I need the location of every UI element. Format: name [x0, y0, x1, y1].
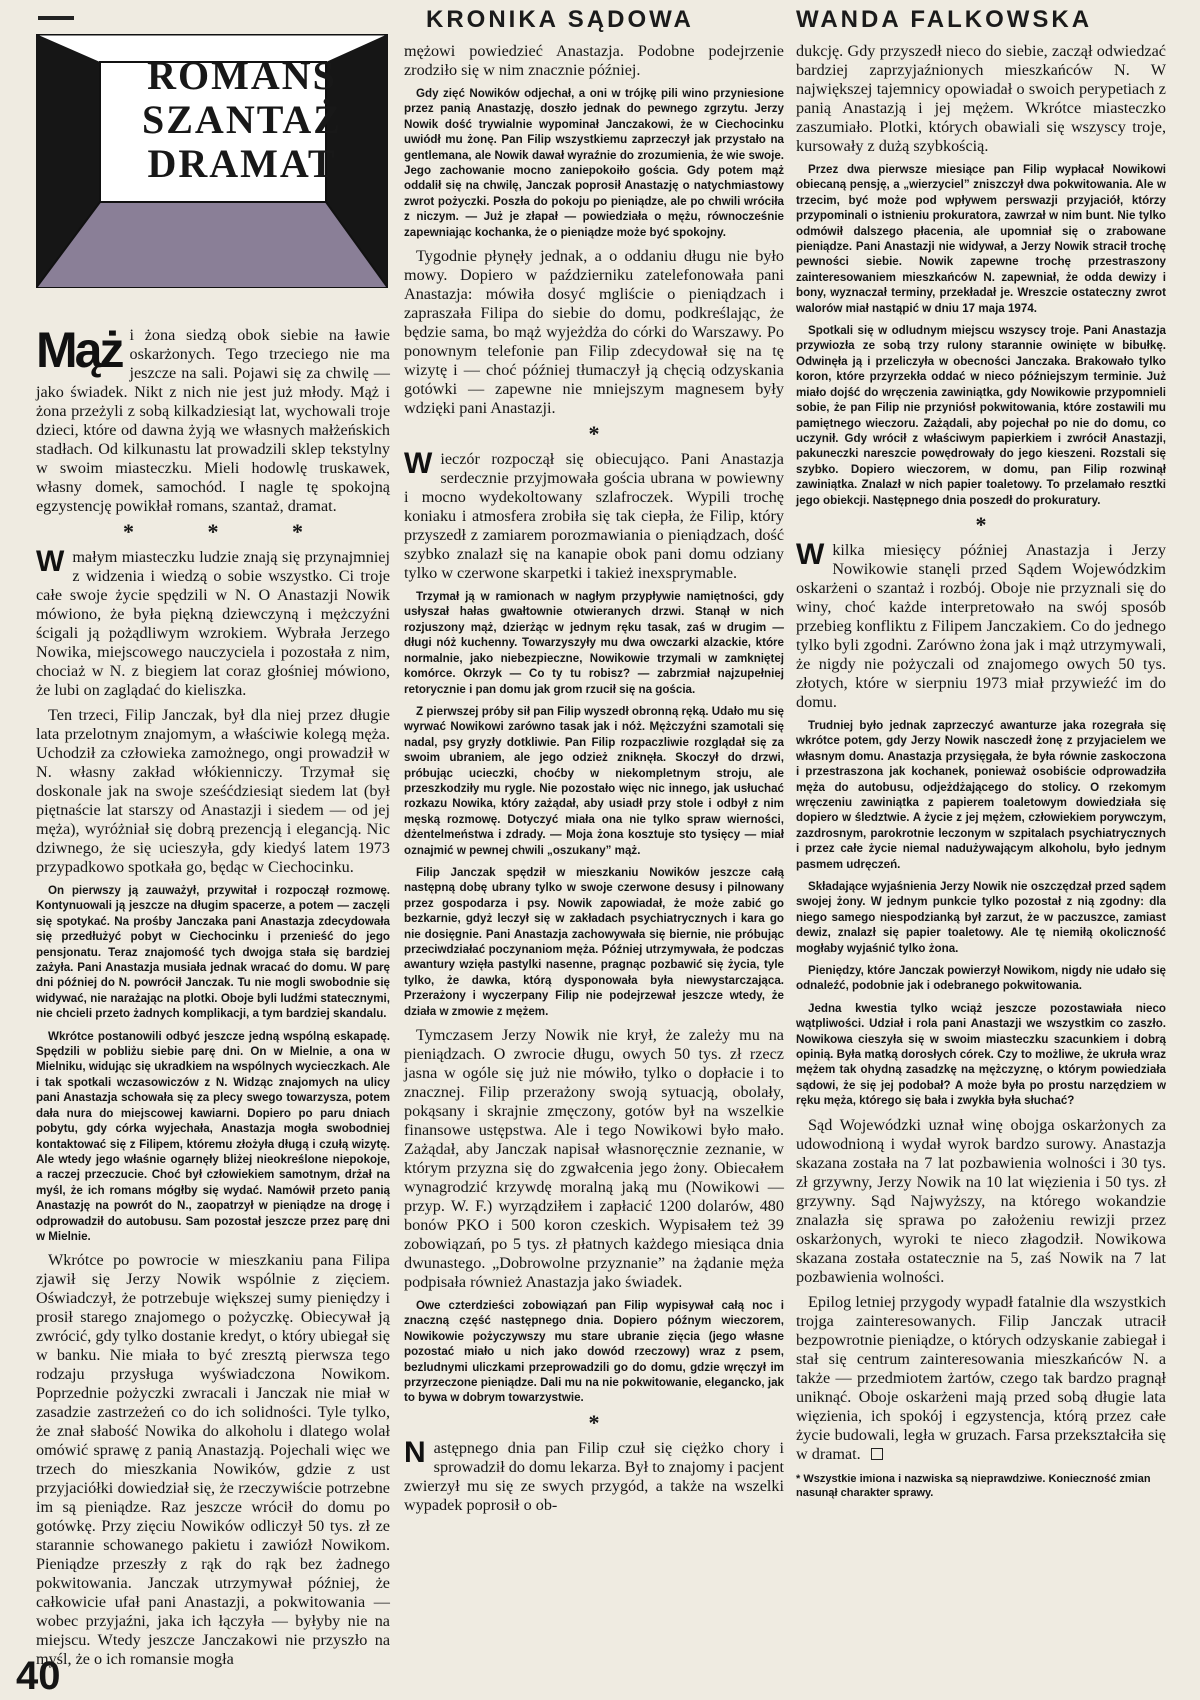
lead-paragraph [36, 322, 390, 516]
section-separator: * [588, 1409, 600, 1435]
paragraph-small: On pierwszy ją zauważył, przywitał i rozpoczął rozmowę. Kontynuowali ją jeszcze na długim spacerze, a potem — zaczęli się spotykać. Na prośby Janczaka pani Anastazja zdecydowała się przedłużyć pobyt w Ciechocinku i przenieść do jego pensjonatu. Teraz znajomość tych dwojga stała się bardziej zażyła. Pani Anastazja musiała jednak wracać do domu. W parę dni później do N. powrócił Janczak. Tu nie mogli swobodnie się widywać, nie narażając na plotki. Oboje byli ludźmi statecznymi, nie chcieli przeto żadnych komplikacji, a tym bardziej skandalu. [36, 884, 390, 1021]
paragraph: Wkrótce po powrocie w mieszkaniu pana Filipa zjawił się Jerzy Nowik wspólnie z zięciem. Oświadczył, że potrzebuje większej sumy pieniędzy i prosił starego znajomego o pożyczkę. Obiecywał ją zwrócić, gdy tylko dostanie kredyt, o który ubiegał się w banku. Nie miała to być zresztą pierwsza tego rodzaju przysługa wyświadczona Nowikom. Poprzednie pożyczki zwracali i Janczak nie miał w zasadzie zastrzeżeń co do ich solidności. Tyle tylko, że znał słabość Nowika do alkoholu i dlatego wolał omówić sprawę z panią Anastazją. Pojechali więc we trzech do mieszkania Nowików, gdzie z ust przyjaciółki dowiedział się, że rzeczywiście potrzebne im są pieniądze. Raz jeszcze wrócił do domu po gotówkę. Przy zięciu Nowików odliczył 50 tys. zł ze starannie schowanego pakietu i zawiózł Nowikom. Pieniądze przeszły z rąk do rąk bez żadnego pokwitowania. Janczak utrzymywał później, że całkowicie ufał pani Anastazji, a pokwitowania — wobec przyjaźni, jaka ich łączyła — byłyby nie na miejscu. Wtedy jeszcze Janczakowi nie przyszło na myśl, że o ich romansie mogła [36, 1251, 390, 1669]
paragraph-dropcap: W [36, 545, 65, 578]
paragraph: dukcję. Gdy przyszedł nieco do siebie, zaczął odwiedzać bardziej zaprzyjaźnionych mieszkańców N. W największej tajemnicy opowiadał o swoich perypetiach z panią Anastazją i jej mężem. Wkrótce miasteczko zaszumiało. Plotki, których obawiali się wszyscy troje, kursowały z dużą szybkością. [796, 42, 1166, 155]
paragraph-small: Pieniędzy, które Janczak powierzył Nowikom, nigdy nie udało się odnaleźć, podobnie jak i odebranego pokwitowania. [796, 964, 1166, 993]
column-3 [796, 42, 1166, 1500]
lead-text: i żona siedzą obok siebie na ławie oskarżonych. Tego trzeciego nie ma jeszcze na sali. Pojawi się za chwilę — jako świadek. Nikt z nich nie jest już młody. Mąż i żona przeżyli z sobą kilkadziesiąt lat, wychowali troje dzieci, które od dawna żyją we własnych małżeńskich stadłach. Od kilkunastu lat prowadzili sklep tekstylny w swoim miasteczku. Mieli hodowlę truskawek, własny domek, samochód. I nagle tę spokojną egzystencję powikłał romans, szantaż, dramat. [36, 326, 390, 515]
header-mark [38, 16, 74, 20]
paragraph-small: Trzymał ją w ramionach w nagłym przypływie namiętności, gdy usłyszał hałas gwałtownie otwieranych drzwi. Stanął w nich rozjuszony mąż, dzierżąc w jednym ręku tasak, zaś w drugim — długi nóż kuchenny. Towarzyszyły mu dwa owczarki alzackie, które normalnie, jako niebezpieczne, Nowikowie trzymali w zamkniętej komórce. Okrzyk — Co ty tu robisz? — zabrzmiał najzupełniej retorycznie i pan domu jak grom rzucił się na gościa. [404, 590, 784, 696]
paragraph-small: Przez dwa pierwsze miesiące pan Filip wypłacał Nowikowi obiecaną pensję, a „wierzyciel” zniszczył dwa pokwitowania. Ale w trzecim, być może pod wpływem perswazji przyjaciół, którzy przypominali o istnieniu prokuratora, zawrzał w nim bunt. Nie tylko odmówił dalszego płacenia, ale upomniał się o zrabowane pieniądze. Pani Anastazji nie widywał, a Jerzy Nowik stracił trochę pewności siebie. Nowik zapewne trochę przestraszony zainteresowaniem mieszkańców N. zapewniał, że odda dewizy i bony, wyznaczał terminy, przekładał je. Wreszcie ostateczny zwrot walorów miał nastąpić w dniu 17 maja 1974. [796, 163, 1166, 315]
paragraph: Sąd Wojewódzki uznał winę obojga oskarżonych za udowodnioną i wydał wyrok bardzo surowy. Anastazja skazana została na 7 lat pozbawienia wolności i 30 tys. zł grzywny, Jerzy Nowik na 10 lat więzienia i 50 tys. zł grzywny. Sąd Najwyższy, na którego wokandzie znalazła się sprawa po założeniu rewizji przez oskarżonych, wyroki te nieco złagodził. Nowikowa skazana została ostatecznie na 5, zaś Nowik na 7 lat pozbawienia wolności. [796, 1115, 1166, 1286]
footnote: * Wszystkie imiona i nazwiska są nieprawdziwe. Konieczność zmian nasunął charakter sprawy. [796, 1472, 1151, 1499]
paragraph-small: Spotkali się w odludnym miejscu wszyscy troje. Pani Anastazja przywiozła ze sobą trzy rulony starannie owinięte w bibułkę. Odwinęła ją i przeliczyła w obecności Janczaka. Brakowało tylko koron, które przyrzekła oddać w nieco późniejszym terminie. Już miało dojść do wręczenia zawiniątka, gdy Nowikowie przypomnieli sobie, że pan Filip nie przyniósł pokwitowania, które zostawili mu pamiętnego wieczoru. Zażądali, aby pojechał po nie do domu, co uczynił. Gdy wrócił z właściwym papierkiem i zwrócił Anastazji, pakuneczki nareszcie powędrowały do jego kieszeni. Rozstali się szybko. Dopiero wieczorem, w domu, pan Filip rozwinął zawiniątka. Znalazł w nich papier toaletowy. To przelamało resztki jego obiekcji. Następnego dnia poszedł do prokuratury. [796, 324, 1166, 507]
section-separator: * [588, 421, 600, 447]
closing-text: Epilog letniej przygody wypadł fatalnie dla wszystkich trojga zainteresowanych. Filip Janczak utracił bezpowrotnie pieniądze, o których odzyskanie zabiegał i stał się centrum zainteresowania mieszkańców N. a także — przedmiotem żartów, czego tak bardzo pragnął uniknąć. Oboje oskarżeni mają przed sobą długie lata więzienia, ich spokój i egzystencja, którą przez całe życie budowali, legła w gruzach. Farsa przekształciła się w dramat. [796, 1292, 1166, 1463]
paragraph: Tymczasem Jerzy Nowik nie krył, że zależy mu na pieniądzach. O zwrocie długu, owych 50 tys. zł rzecz jasna w ogóle się już nie mówiło, tylko o dopłacie i to znacznej. Filip przerażony swoją sytuacją, obolały, pokąsany i skrajnie zmęczony, gotów był na wszelkie finansowe ustępstwa. Ale i tego Nowikowi było mało. Zażądał, aby Janczak napisał własnoręcznie zeznanie, w którym przyzna się do zgwałcenia jego żony. Obiecałem wynagrodzić krzywdę moralną jaką mu (Nowikowi — przyp. W. F.) wyrządziłem i zapłacić 1200 dolarów, 480 bonów PKO i 500 koron czeskich. Wypisałem też 39 zobowiązań, po 5 tys. zł płatnych każdego miesiąca dnia dwunastego. „Dobrowolne przyznanie” na żądanie męża podpisała również Anastazja jako świadek. [404, 1026, 784, 1292]
paragraph [796, 1293, 1166, 1464]
paragraph-text: małym miasteczku ludzie znają się przynajmniej z widzenia i wiedzą o sobie wszystko. Ci troje całe swoje życie spędzili w N. O Anastazji Nowik mówiono, że była piękną dziewczyną i mężczyźni ścigali ją pożądliwym wzrokiem. Wybrała Jerzego Nowika, miejscowego nauczyciela i pozostała z nim, chociaż w N. z biegiem lat coraz głośniej mówiono, że lubi on zaglądać do kieliszka. [36, 548, 390, 699]
end-square-icon [871, 1448, 883, 1460]
title-line-1: ROMANS [147, 53, 337, 98]
title-line-2: SZANTAŻ [142, 97, 342, 142]
author-name: WANDA FALKOWSKA [796, 6, 1093, 33]
paragraph: Ten trzeci, Filip Janczak, był dla niej przez długie lata przelotnym znajomym, a właściwie kolegą męża. Uchodził za człowieka zamożnego, ongi prowadził w N. własny zakład włókienniczy. Trzymał się doskonale jak na swoje sześćdziesiąt siedem lat (był piętnaście lat starszy od Anastazji i siedem — od jej męża), wyróżniał się dobrą prezencją i elegancją. Nic dziwnego, że się ucieszyła, gdy kiedyś latem 1973 przypadkowo spotkała go, będąc w Ciechocinku. [36, 706, 390, 876]
paragraph-small: Wkrótce postanowili odbyć jeszcze jedną wspólną eskapadę. Spędzili w pobliżu siebie parę dni. On w Mielnie, a ona w Mielniku, widując się ukradkiem na wspólnych wycieczkach. Ale i tak spotkali wczasowiczów z N. Widząc znajomych na ulicy pani Anastazja schowała się za plecy swego towarzysza, potem dała nura do miejscowej kawiarni. Dopiero po paru dniach pobytu, gdy córka wyjechała, Anastazja mogła swobodniej kontaktować się z Filipem, któremu złożyła długą i czułą wizytę. Ale wtedy jego właśnie ogarnęły bliżej nieokreślone niepokoje, a raczej przeczucie. Choć był człowiekiem samotnym, drżał na myśl, że ich romans mógłby się wydać. Namówił przeto panią Anastazję na powrót do N., zaopatrzył w pieniądze na drogę i odprowadził do autobusu. Sam pozostał jeszcze przez parę dni w Mielnie. [36, 1029, 390, 1243]
paragraph-small: Owe czterdzieści zobowiązań pan Filip wypisywał całą noc i znaczną część następnego dnia. Dopiero późnym wieczorem, Nowikowie pożyczywszy mu stare ubranie zięcia (jego własne pozostać miało u nich jako dowód rzeczowy) wraz z psem, bezludnymi uliczkami przeprowadzili go do domu, gdzie wręczył im przyrzeczone pieniądze. Dali mu na nie pokwitowanie, elegancko, jak to bywa w dobrym towarzystwie. [404, 1299, 784, 1405]
column-2 [404, 42, 784, 1521]
section-separator: * [975, 511, 987, 537]
paragraph-small: Gdy zięć Nowików odjechał, a oni w trójkę pili wino przyniesione przez panią Anastazję, doszło jednak do pewnego zgrzytu. Jerzy Nowik dość trywialnie wypominał Janczakowi, że w Ciechocinku uwiódł mu żonę. Pan Filip wszystkiemu zaprzeczył jak przystało na gentlemana, ale Nowik dawał wyraźnie do zrozumienia, że wie swoje. Jego zachowanie mocno zaniepokoiło gościa. Gdy potem mąż oddalił się na chwilę, Janczak poprosił Anastazję o natychmiastowy zwrot pożyczki. Poszła do pokoju po pieniądze, ale po chwili wróciła z niczym. — Już je złapał — powiedziała o mężu, równocześnie zapewniając kochanka, że o pieniądze może być spokojny. [404, 87, 784, 239]
paragraph [796, 537, 1166, 712]
paragraph [404, 447, 784, 583]
paragraph-small: Filip Janczak spędził w mieszkaniu Nowików jeszcze całą następną dobę ubrany tylko w swoje czerwone desusy i pilnowany przez gospodarza i psy. Nowik zapowiadał, że może zabić go bezkarnie, gdyż leczył się w zakładach psychiatrycznych i kara go nie dosięgnie. Pani Anastazja zachowywała się biernie, nie próbując przeciwdziałać poczynaniom męża. Później utrzymywała, że podczas awantury wzięła pastylki nasenne, pragnąc pozbawić się życia, tyle tylko, że dawka, którą dysponowała była niewystarczająca. Przerażony i wyczerpany Filip nie podejrzewał jeszcze wtedy, że działa w zmowie z mężem. [404, 865, 784, 1018]
paragraph: Tygodnie płynęły jednak, a o oddaniu długu nie było mowy. Dopiero w październiku zatelefonowała pani Anastazja: mówiła dosyć mgliście o pieniądzach i zapraszała Filipa do siebie do domu, podkreślając, że będzie sama, bo mąż wyjeżdża do córki do Warszawy. Po ponownym telefonie pan Filip zdecydował się na tę wizytę i — choć później tłumaczył ją chęcią odzyskania gotówki — zapewne nie mniejszym magnesem były wdzięki pani Anastazji. [404, 247, 784, 418]
paragraph-dropcap: W [796, 537, 825, 571]
title-line-3: DRAMAT [147, 141, 337, 186]
paragraph-small: Jedna kwestia tylko wciąż jeszcze pozostawiała nieco wątpliwości. Udział i rola pani Anastazji we wszystkim co zaszło. Nowikowa cieszyła się w swoim miasteczku szacunkiem i dobrą opinią. Była matką dorosłych córek. Czy to możliwe, że ukruła wraz mężem tak ohydną zasadzkę na mężczyznę, o którym powiedziała sądowi, że się jej podobał? A może była po prostu narzędziem w ręku męża, którego się bała i zwykła była słuchać? [796, 1001, 1166, 1108]
title-box [36, 34, 388, 288]
paragraph: mężowi powiedzieć Anastazja. Podobne podejrzenie zrodziło się w nim znacznie później. [404, 42, 784, 79]
paragraph [404, 1435, 784, 1515]
paragraph-text: kilka miesięcy później Anastazja i Jerzy Nowikowie stanęli przed Sądem Wojewódzkim oskarżeni o szantaż i rozbój. Oboje nie przyznali się do winy, choć każde interpretowało na swój sposób przebieg konfliktu z Filipem Janczakiem. Co do jednego tylko byli zgodni. Zarówno żona jak i mąż utrzymywali, że nigdy nie pożyczali od znajomego owych 50 tys. złotych, które w sierpniu 1973 miał przywieźć im do domu. [796, 540, 1166, 711]
lead-dropcap: Mąż [36, 322, 122, 378]
paragraph-small: Z pierwszej próby sił pan Filip wyszedł obronną ręką. Udało mu się wyrwać Nowikowi zarówno tasak jak i nóż. Mężczyźni szamotali się nadal, psy gryzły dotkliwie. Pan Filip rozpaczliwie rozglądał się za swoim ubraniem, ale jego odzież zniknęła. Skoczył do drzwi, próbując ucieczki, choćby w niekompletnym stroju, ale przeszkodziły mu rygle. Nie pozostało więc nic innego, jak usłuchać rozkazu Nowika, który zażądał, aby usiadł przy stole i odbył z nim męską rozmowę. Dotyczyć miała ona nie tylko spraw wierności, dżentelmeństwa i zdrady. — Moja żona kosztuje sto tysięcy — miał oznajmić w pewnej chwili „oszukany” mąż. [404, 704, 784, 857]
paragraph-text: astępnego dnia pan Filip czuł się ciężko chory i sprowadził do domu lekarza. Był to znajomy i pacjent zwierzył mu się ze swych przygód, a także na wszelki wypadek poprosił o ob- [404, 1438, 784, 1514]
article-title [132, 54, 352, 186]
paragraph [36, 545, 390, 700]
column-1 [36, 322, 390, 1675]
paragraph-dropcap: N [404, 1435, 426, 1469]
paragraph-small: Trudniej było jednak zaprzeczyć awanturze jaka rozegrała się wkrótce potem, gdy Jerzy Nowik nasczedł żonę z przyjacielem we własnym domu. Anastazja przysięgała, że była równie zaskoczona i przestraszona jak kochanek, ponieważ osobiście odprowadziła męża do autobusu, odjeżdżającego do stolicy. O rzekomym wręczeniu zawiniątka z papierem toaletowym dowiedziała się dopiero w śledztwie. A życie z jej mężem, człowiekiem porywczym, zazdrosnym, parokrotnie leczonym w szpitalach psychiatrycznych i przez całe życie niemal nadużywającym alkoholu, było jednym pasmem udręczeń. [796, 718, 1166, 871]
paragraph-text: ieczór rozpoczął się obiecująco. Pani Anastazja serdecznie przyjmowała gościa ubrana w powiewny i mocno wydekoltowany szlafroczek. Wypili trochę koniaku i atmosfera zrobiła się tak ciepła, że Filip, który przyszedł z zamiarem porozmawiania o pieniądzach, dość szybko znalazł się na kanapie obok pani domu odziany tylko w czerwone skarpetki i takież inexsprymable. [404, 450, 784, 583]
section-title: KRONIKA SĄDOWA [426, 6, 694, 33]
paragraph-dropcap: W [404, 447, 433, 481]
paragraph-small: Składające wyjaśnienia Jerzy Nowik nie oszczędzał przed sądem swojej żony. W jednym punkcie tylko pozostał z nią zgodny: dla niego samego niespodzianką był zarzut, że w paczuszce, zamiast dewiz, znalazł się papier toaletowy. Ale tę niemiłą okoliczność mogłaby wyjaśnić tylko żona. [796, 880, 1166, 955]
page-number: 40 [16, 1654, 61, 1698]
section-separator: * * * [123, 519, 337, 544]
